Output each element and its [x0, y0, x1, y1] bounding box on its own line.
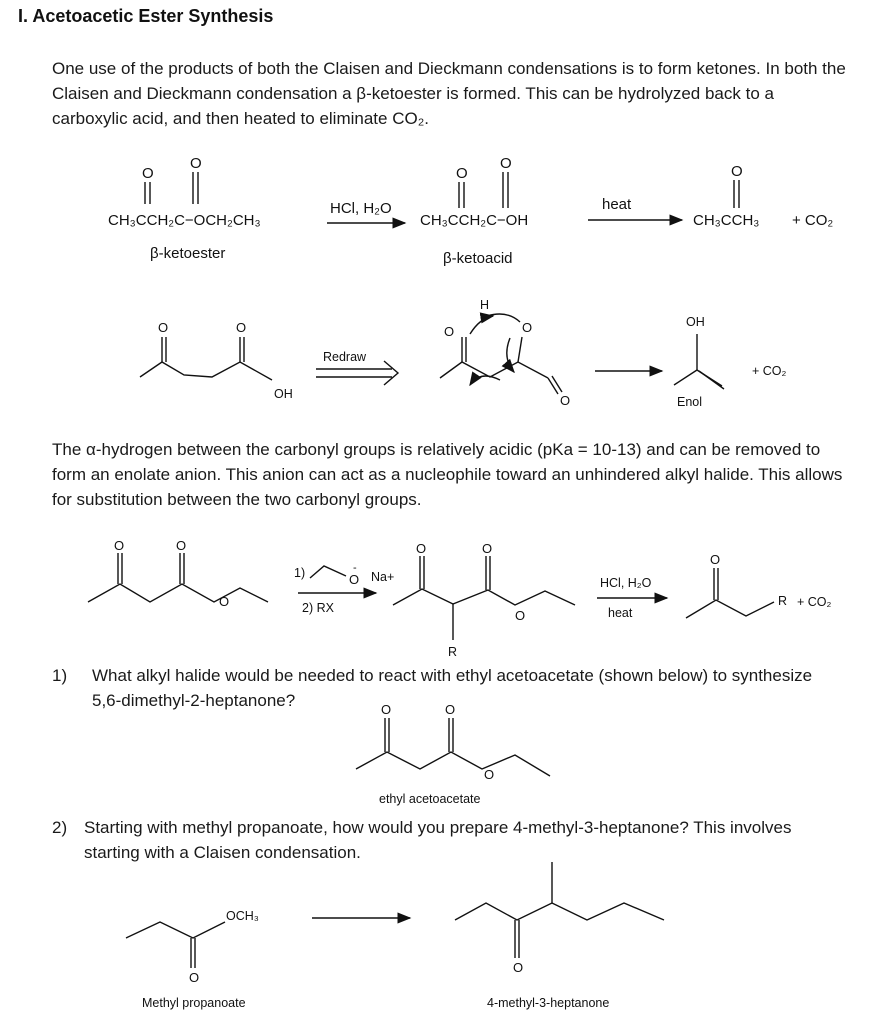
ketoester-label: β-ketoester: [150, 245, 226, 262]
reagent-step-2: 2) RX: [302, 601, 334, 615]
ketoacid-carbonyls: [456, 155, 512, 208]
co2-enol: + CO₂: [752, 364, 787, 378]
co2-scheme3: + CO₂: [797, 595, 832, 609]
enol-label: Enol: [677, 395, 703, 409]
svg-text:O: O: [500, 155, 512, 172]
ethyl-acetoacetate-start: [88, 538, 268, 609]
question-text: What alkyl halide would be needed to react with ethyl acetoacetate (shown below) to synthesize 5,6-dimethyl-2-heptanone?: [92, 666, 813, 710]
enol-oh-label: OH: [686, 315, 705, 329]
svg-text:O: O: [142, 165, 154, 182]
svg-text:O: O: [236, 320, 247, 335]
alpha-hydrogen-paragraph: The α-hydrogen between the carbonyl groups is relatively acidic (pKa = 10-13) and can be removed to form an enolate anion. This anion can act as a nucleophile toward an unhindered alkyl halide. This allows for substitution between the two carbonyl groups.: [52, 440, 843, 509]
heptanone-label: 4-methyl-3-heptanone: [487, 996, 610, 1010]
ketone-formula: CH₃CCH₃: [693, 212, 760, 229]
ketoester-formula: CH₃CCH₂C−OCH₂CH₃: [108, 212, 261, 229]
svg-text:O: O: [482, 541, 493, 556]
product-r-label: R: [778, 594, 788, 608]
question-number: 1): [52, 666, 68, 685]
svg-text:O: O: [189, 970, 200, 985]
svg-text:O: O: [219, 594, 230, 609]
enol-skeletal: [674, 334, 724, 389]
methoxy-group-label: OCH₃: [226, 909, 259, 923]
reagent-step-1: 1): [294, 566, 306, 580]
intro-paragraph: One use of the products of both the Claisen and Dieckmann condensations is to form ketones. In both the Claisen and Dieckmann condensation a β-ketoester is formed. This can be hydrolyzed back to a carboxylic acid, and then heated to eliminate CO₂.: [52, 59, 846, 128]
ketone-carbonyl: [731, 163, 743, 208]
svg-text:O: O: [349, 572, 360, 587]
svg-text:O: O: [176, 538, 187, 553]
hydrogen-label: H: [480, 298, 490, 312]
svg-text:-: -: [353, 562, 357, 574]
svg-text:O: O: [381, 702, 392, 717]
svg-text:O: O: [416, 541, 427, 556]
svg-text:O: O: [513, 960, 524, 975]
ethyl-acetoacetate-figure: [356, 702, 550, 782]
section-heading: I. Acetoacetic Ester Synthesis: [18, 6, 274, 26]
co2-product: + CO₂: [792, 212, 834, 229]
hydroxyl-label: OH: [274, 387, 293, 401]
svg-text:O: O: [560, 393, 571, 408]
svg-text:O: O: [731, 163, 743, 180]
redraw-label: Redraw: [323, 350, 367, 364]
question-number: 2): [52, 818, 68, 837]
hydrolysis-reagent-2: HCl, H₂O: [600, 576, 652, 590]
svg-text:O: O: [445, 702, 456, 717]
ketoacid-label: β-ketoacid: [443, 250, 513, 267]
ketoacid-skeletal: [140, 320, 272, 380]
heat-reagent: heat: [602, 196, 632, 213]
svg-text:O: O: [484, 767, 495, 782]
methyl-propanoate-label: Methyl propanoate: [142, 996, 246, 1010]
svg-text:O: O: [114, 538, 125, 553]
ethyl-acetoacetate-label: ethyl acetoacetate: [379, 792, 481, 806]
sodium-label: Na+: [371, 570, 395, 584]
svg-text:O: O: [158, 320, 169, 335]
redraw-arrow: [316, 361, 398, 385]
ethoxide-reagent: [310, 562, 359, 587]
question-text: Starting with methyl propanoate, how would you prepare 4-methyl-3-heptanone? This involves starting with a Claisen condensation.: [84, 818, 792, 862]
methyl-propanoate-figure: [126, 922, 225, 985]
ketoacid-formula: CH₃CCH₂C−OH: [420, 212, 529, 229]
heptanone-figure: [455, 862, 664, 975]
svg-text:O: O: [522, 320, 533, 335]
alkylated-ester: [393, 541, 575, 640]
svg-text:O: O: [515, 608, 526, 623]
svg-text:O: O: [710, 552, 721, 567]
alkylated-ketone: [686, 552, 774, 618]
svg-text:O: O: [444, 324, 455, 339]
hydrolysis-reagent: HCl, H₂O: [330, 200, 392, 217]
heat-label: heat: [608, 606, 633, 620]
svg-text:O: O: [456, 165, 468, 182]
svg-text:O: O: [190, 155, 202, 172]
ketoester-carbonyls: [142, 155, 202, 204]
cyclic-transition-state: [440, 314, 570, 408]
r-group-label: R: [448, 645, 458, 659]
